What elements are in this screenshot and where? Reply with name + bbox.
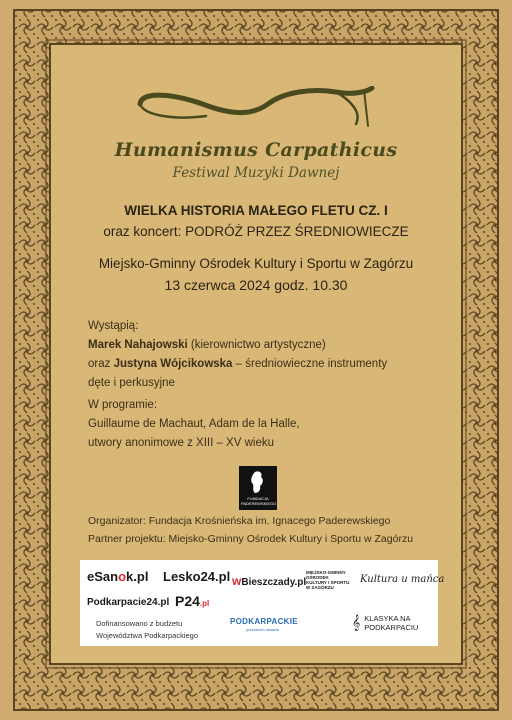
p24-logo: P24.pl — [175, 593, 210, 609]
podkarpackie-tagline: przestrzeń otwarta — [246, 627, 279, 632]
foundation-logo — [239, 466, 277, 510]
klasyka-logo: 𝄞 KLASYKA NA PODKARPACIU — [352, 614, 419, 632]
funding-note: Dofinansowano z budżetu Województwa Podkarpackiego — [96, 619, 199, 640]
performers-label: Wystąpią: — [88, 320, 139, 332]
esanok-logo: eSanok.pl — [87, 569, 149, 584]
programme-label: W programie: — [88, 399, 158, 411]
sponsor-logos — [80, 560, 445, 646]
organizer-line: Organizator: Fundacja Krośnieńska im. Ignacego Paderewskiego — [88, 515, 391, 527]
lesko24-logo: Lesko24.pl — [163, 569, 231, 584]
festival-subtitle: Festiwal Muzyki Dawnej — [172, 165, 340, 181]
performer-2-role-cont: dęte i perkusyjne — [88, 377, 175, 389]
foundation-caption: FUNDACJA PADEREWSKIEGO — [241, 496, 277, 506]
treble-clef-icon: 𝄞 — [352, 614, 361, 630]
venue: Miejsko-Gminny Ośrodek Kultury i Sportu w Zagórzu — [98, 256, 414, 271]
performer-2-role: – średniowieczne instrumenty — [235, 358, 388, 370]
programme-line-2: utwory anonimowe z XIII – XV wieku — [88, 437, 274, 449]
concert-prefix: oraz koncert: — [103, 224, 182, 239]
performer-2 — [88, 355, 428, 374]
performer-2-prefix: oraz — [88, 358, 111, 370]
podkarpacie24-logo: Podkarpacie24.pl — [87, 597, 170, 608]
performer-1 — [88, 336, 428, 355]
paderewski-silhouette-icon — [249, 470, 265, 494]
partner-line: Partner projektu: Miejsko-Gminny Ośrodek Kultury i Sportu w Zagórzu — [88, 533, 414, 545]
festival-name: Humanismus Carpathicus — [114, 139, 398, 161]
programme-section — [88, 396, 428, 453]
festival-logo — [136, 86, 376, 136]
mgoks-logo: MIEJSKO-GMINNY OŚRODEK KULTURY I SPORTU W ZAGÓRZU — [306, 570, 350, 590]
performers-section — [88, 317, 428, 393]
performer-1-name: Marek Nahajowski — [88, 339, 188, 351]
performer-2-name: Justyna Wójcikowska — [113, 358, 233, 370]
podkarpackie-logo: PODKARPACKIE — [230, 617, 298, 626]
concert-line — [54, 224, 458, 239]
wbieszczady-logo: wBieszczady.pl — [232, 574, 307, 588]
performer-1-role: (kierownictwo artystyczne) — [190, 339, 326, 351]
event-datetime: 13 czerwca 2024 godz. 10.30 — [164, 277, 348, 293]
programme-line-1: Guillaume de Machaut, Adam de la Halle, — [88, 418, 300, 430]
concert-title: PODRÓŻ PRZEZ ŚREDNIOWIECZE — [185, 224, 409, 239]
event-headline: WIELKA HISTORIA MAŁEGO FLETU CZ. I — [124, 203, 388, 218]
kultura-logo: Kultura u mańca — [360, 574, 445, 585]
